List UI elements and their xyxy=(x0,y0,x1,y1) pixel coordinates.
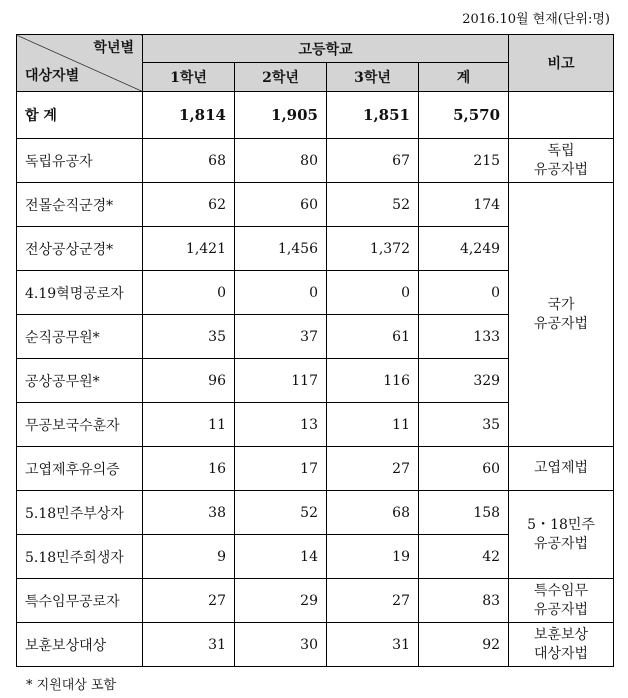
table-row xyxy=(17,183,614,227)
cell-sum: 92 xyxy=(419,623,509,667)
total-row xyxy=(17,92,614,139)
cell-grade3: 68 xyxy=(327,491,419,535)
cell-sum: 329 xyxy=(419,359,509,403)
cell-grade3: 52 xyxy=(327,183,419,227)
row-label: 4.19혁명공로자 xyxy=(17,271,143,315)
total-label: 합 계 xyxy=(17,92,143,139)
diagonal-header-cell xyxy=(17,35,143,92)
table-row xyxy=(17,579,614,623)
cell-grade2: 37 xyxy=(235,315,327,359)
table-row xyxy=(17,447,614,491)
total-sum: 5,570 xyxy=(419,92,509,139)
cell-grade2: 1,456 xyxy=(235,227,327,271)
remark-cell xyxy=(509,447,614,491)
cell-grade2: 0 xyxy=(235,271,327,315)
remark-cell xyxy=(509,579,614,623)
remark-line: 유공자법 xyxy=(533,535,589,552)
cell-grade3: 67 xyxy=(327,139,419,183)
cell-grade3: 61 xyxy=(327,315,419,359)
table-row xyxy=(17,139,614,183)
grade-header-label: 학년별 xyxy=(93,40,134,56)
total-grade2: 1,905 xyxy=(235,92,327,139)
row-label: 5.18민주희생자 xyxy=(17,535,143,579)
cell-grade2: 29 xyxy=(235,579,327,623)
row-label: 독립유공자 xyxy=(17,139,143,183)
cell-grade2: 52 xyxy=(235,491,327,535)
grade2-header: 2학년 xyxy=(235,63,327,92)
remark-line: 대상자법 xyxy=(533,645,589,662)
row-label: 무공보국수훈자 xyxy=(17,403,143,447)
footnote: * 지원대상 포함 xyxy=(26,678,117,693)
cell-grade1: 35 xyxy=(143,315,235,359)
remark-line: 보훈보상 xyxy=(533,626,589,643)
cell-grade3: 27 xyxy=(327,579,419,623)
cell-grade2: 13 xyxy=(235,403,327,447)
cell-grade3: 116 xyxy=(327,359,419,403)
total-remark xyxy=(509,92,614,139)
table-row xyxy=(17,623,614,667)
cell-sum: 133 xyxy=(419,315,509,359)
remark-cell xyxy=(509,183,614,447)
cell-grade1: 1,421 xyxy=(143,227,235,271)
cell-sum: 42 xyxy=(419,535,509,579)
cell-grade3: 1,372 xyxy=(327,227,419,271)
remark-line: 고엽제법 xyxy=(533,460,589,476)
remark-header: 비고 xyxy=(509,35,614,92)
total-grade3: 1,851 xyxy=(327,92,419,139)
cell-grade1: 27 xyxy=(143,579,235,623)
cell-grade2: 14 xyxy=(235,535,327,579)
cell-grade3: 0 xyxy=(327,271,419,315)
cell-grade1: 62 xyxy=(143,183,235,227)
cell-grade3: 19 xyxy=(327,535,419,579)
cell-grade3: 11 xyxy=(327,403,419,447)
table-row xyxy=(17,491,614,535)
row-label: 특수임무공로자 xyxy=(17,579,143,623)
remark-cell xyxy=(509,623,614,667)
cell-grade1: 9 xyxy=(143,535,235,579)
cell-grade3: 31 xyxy=(327,623,419,667)
grade1-header: 1학년 xyxy=(143,63,235,92)
cell-grade2: 60 xyxy=(235,183,327,227)
cell-sum: 0 xyxy=(419,271,509,315)
cell-sum: 174 xyxy=(419,183,509,227)
cell-grade1: 31 xyxy=(143,623,235,667)
cell-grade1: 68 xyxy=(143,139,235,183)
date-unit-note: 2016.10월 현재(단위:명) xyxy=(462,12,610,27)
cell-grade2: 117 xyxy=(235,359,327,403)
cell-grade1: 11 xyxy=(143,403,235,447)
cell-sum: 60 xyxy=(419,447,509,491)
cell-sum: 35 xyxy=(419,403,509,447)
cell-sum: 4,249 xyxy=(419,227,509,271)
cell-grade1: 38 xyxy=(143,491,235,535)
remark-line: 유공자법 xyxy=(533,601,589,618)
cell-grade3: 27 xyxy=(327,447,419,491)
cell-sum: 158 xyxy=(419,491,509,535)
school-header: 고등학교 xyxy=(143,35,509,63)
remark-line: 유공자법 xyxy=(533,161,589,178)
cell-grade1: 0 xyxy=(143,271,235,315)
grade3-header: 3학년 xyxy=(327,63,419,92)
row-label: 5.18민주부상자 xyxy=(17,491,143,535)
remark-line: 국가 xyxy=(547,296,575,313)
row-label: 전상공상군경* xyxy=(17,227,143,271)
total-header: 계 xyxy=(419,63,509,92)
row-label: 공상공무원* xyxy=(17,359,143,403)
total-grade1: 1,814 xyxy=(143,92,235,139)
header-row-1 xyxy=(17,35,614,63)
cell-grade1: 96 xyxy=(143,359,235,403)
remark-cell xyxy=(509,139,614,183)
row-label: 고엽제후유의증 xyxy=(17,447,143,491)
remark-line: 특수임무 xyxy=(533,582,589,599)
row-label: 전몰순직군경* xyxy=(17,183,143,227)
row-label: 순직공무원* xyxy=(17,315,143,359)
cell-grade2: 80 xyxy=(235,139,327,183)
row-label: 보훈보상대상 xyxy=(17,623,143,667)
remark-line: 독립 xyxy=(547,142,575,159)
cell-grade2: 30 xyxy=(235,623,327,667)
cell-sum: 83 xyxy=(419,579,509,623)
cell-grade1: 16 xyxy=(143,447,235,491)
remark-cell xyxy=(509,491,614,579)
remark-line: 5・18민주 xyxy=(527,516,595,533)
cell-sum: 215 xyxy=(419,139,509,183)
category-header-label: 대상자별 xyxy=(25,68,80,84)
remark-line: 유공자법 xyxy=(533,315,589,332)
support-status-table xyxy=(16,34,614,667)
cell-grade2: 17 xyxy=(235,447,327,491)
